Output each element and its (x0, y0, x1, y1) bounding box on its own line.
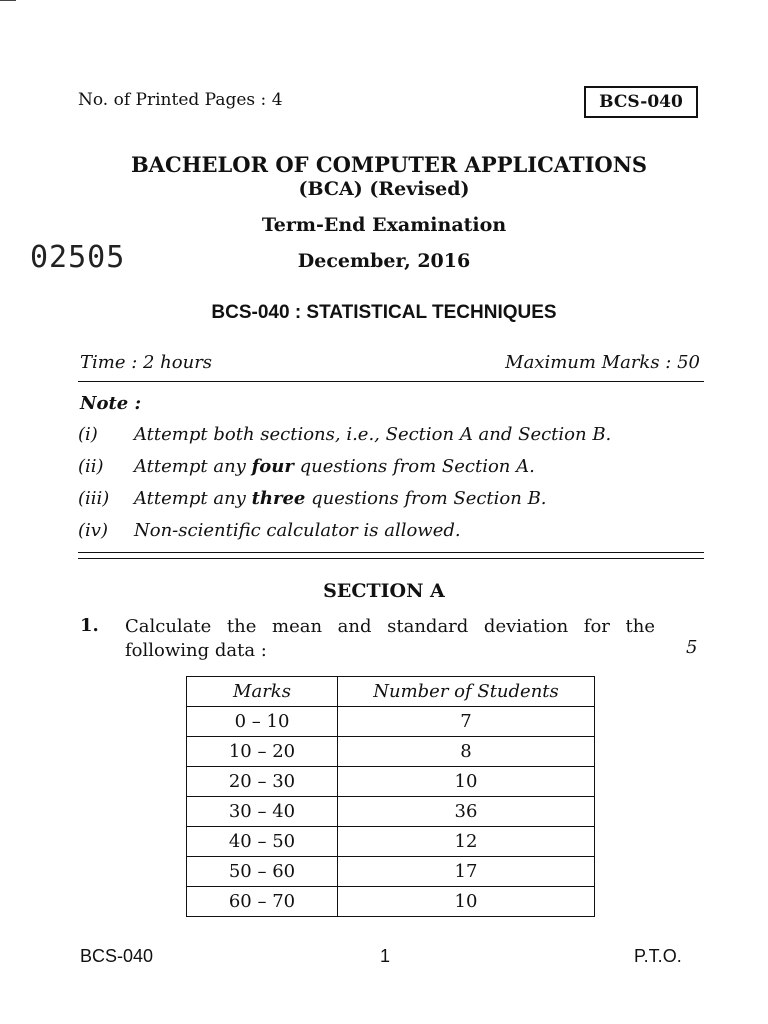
class-interval-cell: 0 – 10 (187, 707, 338, 737)
note-item (78, 520, 461, 541)
note-item (78, 488, 547, 509)
note-item-number: (iv) (78, 520, 108, 541)
note-item-text-pre: Attempt any (134, 456, 252, 477)
programme-title: BACHELOR OF COMPUTER APPLICATIONS (130, 152, 648, 177)
subject-title: BCS-040 : STATISTICAL TECHNIQUES (211, 302, 557, 323)
table-header-row (187, 677, 595, 707)
section-heading: SECTION A (323, 580, 445, 602)
exam-title: Term-End Examination (261, 214, 507, 236)
frequency-cell: 36 (338, 797, 595, 827)
question-number: 1. (80, 615, 99, 636)
note-item-text-post: questions from Section B. (305, 488, 547, 509)
time-allowed: Time : 2 hours (80, 352, 213, 373)
note-item-number: (iii) (78, 488, 110, 509)
note-item-text-post: questions from Section A. (293, 456, 535, 477)
table-row (187, 707, 595, 737)
note-item-text-pre: Attempt any (134, 488, 252, 509)
note-item (78, 424, 611, 445)
printed-pages: No. of Printed Pages : 4 (78, 90, 283, 110)
frequency-cell: 10 (338, 887, 595, 917)
edge-mark (0, 0, 16, 1)
programme-subtitle: (BCA) (Revised) (298, 178, 470, 200)
question-text: Calculate the mean and standard deviation for the following data : (125, 616, 655, 661)
class-interval-cell: 20 – 30 (187, 767, 338, 797)
please-turn-over: P.T.O. (634, 946, 682, 966)
data-table (186, 676, 595, 917)
course-code-box: BCS-040 (584, 86, 698, 118)
frequency-cell: 10 (338, 767, 595, 797)
note-item-number: (ii) (78, 456, 104, 477)
stamp-number: 02505 (30, 240, 126, 275)
note-item (78, 456, 535, 477)
table-row (187, 797, 595, 827)
note-item-text: Non-scientific calculator is allowed. (134, 520, 461, 541)
table-row (187, 887, 595, 917)
note-item-emphasis: four (251, 456, 294, 477)
frequency-cell: 7 (338, 707, 595, 737)
class-interval-cell: 30 – 40 (187, 797, 338, 827)
divider (78, 558, 704, 559)
page-number: 1 (380, 946, 391, 966)
table-row (187, 827, 595, 857)
class-interval-cell: 50 – 60 (187, 857, 338, 887)
column-header: Marks (187, 677, 338, 707)
exam-session: December, 2016 (297, 250, 471, 272)
class-interval-cell: 40 – 50 (187, 827, 338, 857)
class-interval-cell: 10 – 20 (187, 737, 338, 767)
frequency-cell: 8 (338, 737, 595, 767)
column-header: Number of Students (338, 677, 595, 707)
note-item-text: Attempt both sections, i.e., Section A and Section B. (134, 424, 612, 445)
class-interval-cell: 60 – 70 (187, 887, 338, 917)
divider (78, 381, 704, 382)
note-item-number: (i) (78, 424, 98, 445)
note-heading: Note : (80, 393, 142, 414)
divider (78, 552, 704, 553)
frequency-cell: 17 (338, 857, 595, 887)
table-row (187, 857, 595, 887)
table-row (187, 737, 595, 767)
table-row (187, 767, 595, 797)
question-marks: 5 (686, 637, 698, 658)
maximum-marks: Maximum Marks : 50 (505, 352, 700, 373)
footer-course-code: BCS-040 (80, 946, 154, 966)
note-item-emphasis: three (251, 488, 306, 509)
frequency-cell: 12 (338, 827, 595, 857)
